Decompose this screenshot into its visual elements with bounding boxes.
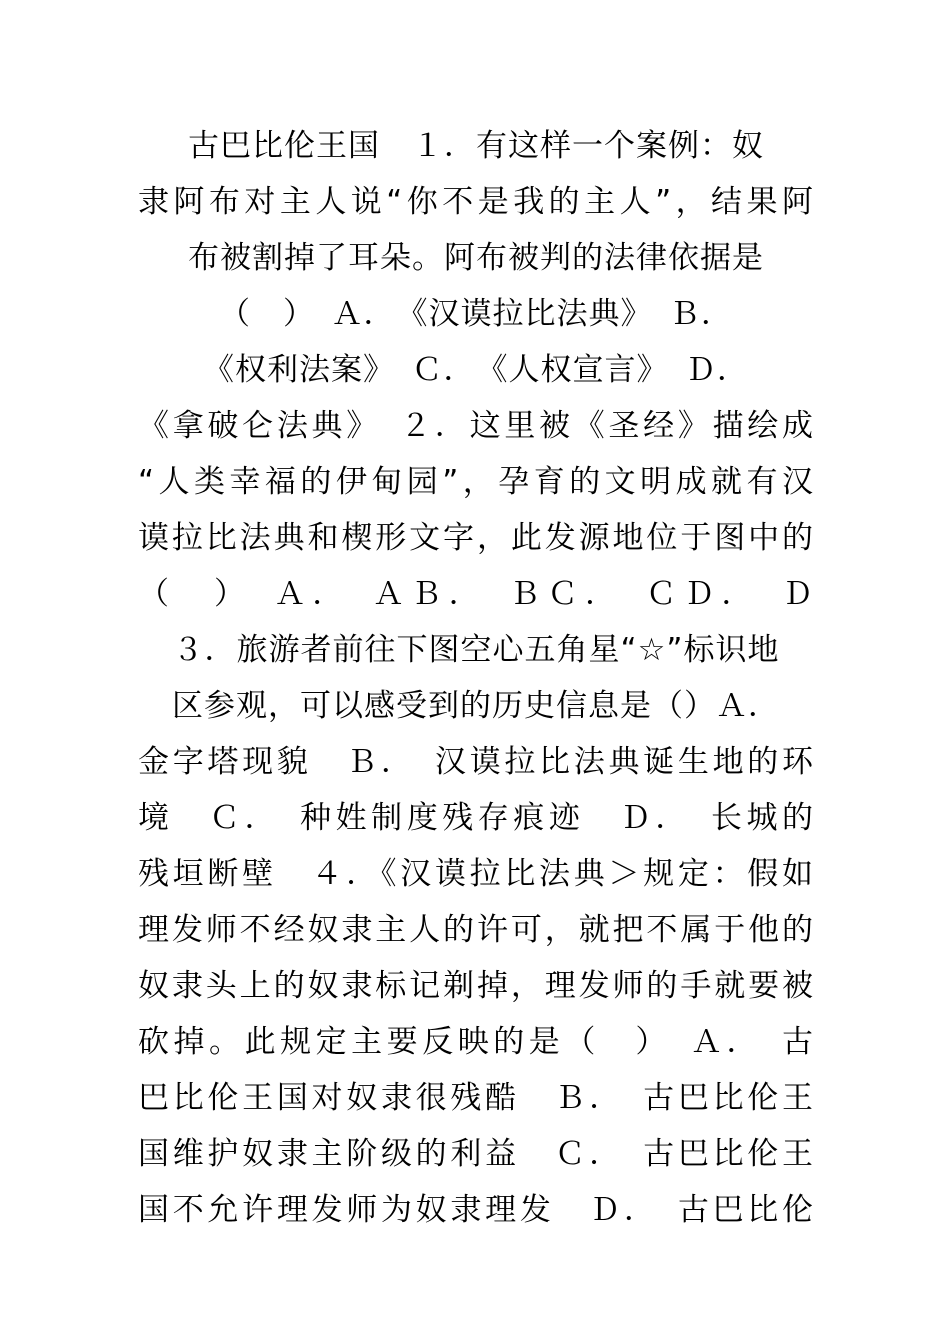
text-line: 巴比伦王国对奴隶很残酷 Ｂ． 古巴比伦王 [138, 1080, 814, 1116]
text-line: 区参观，可以感受到的历史信息是（）Ａ． [172, 688, 780, 724]
text-line: 理发师不经奴隶主人的许可，就把不属于他的 [138, 912, 814, 948]
text-line: “人类幸福的伊甸园”，孕育的文明成就有汉 [138, 464, 814, 500]
text-line: 古巴比伦王国 １．有这样一个案例：奴 [188, 128, 764, 164]
text-line: （ ） Ａ． ＡＢ． ＢＣ． ＣＤ． Ｄ [138, 576, 814, 612]
text-line: 隶阿布对主人说“你不是我的主人”，结果阿 [138, 184, 814, 220]
text-line: ３．旅游者前往下图空心五角星“☆”标识地 [172, 632, 780, 668]
text-line: （ ） Ａ． 《汉谟拉比法典》 Ｂ． [219, 296, 733, 332]
text-line: 国维护奴隶主阶级的利益 Ｃ． 古巴比伦王 [138, 1136, 814, 1172]
text-line: 残垣断壁 ４．《汉谟拉比法典＞规定：假如 [138, 856, 814, 892]
text-line: 布被割掉了耳朵。阿布被判的法律依据是 [188, 240, 764, 276]
text-line: 《权利法案》 Ｃ． 《人权宣言》 Ｄ． [203, 352, 749, 388]
text-line: 《拿破仑法典》 ２．这里被《圣经》描绘成 [138, 408, 814, 444]
text-line: 谟拉比法典和楔形文字，此发源地位于图中的 [138, 520, 814, 556]
text-line: 境 Ｃ． 种姓制度残存痕迹 Ｄ． 长城的 [138, 800, 814, 836]
text-line: 砍掉。此规定主要反映的是（ ） Ａ． 古 [138, 1024, 814, 1060]
text-line: 金字塔现貌 Ｂ． 汉谟拉比法典诞生地的环 [138, 744, 814, 780]
text-line: 奴隶头上的奴隶标记剃掉，理发师的手就要被 [138, 968, 814, 1004]
text-line: 国不允许理发师为奴隶理发 Ｄ． 古巴比伦 [138, 1192, 814, 1228]
